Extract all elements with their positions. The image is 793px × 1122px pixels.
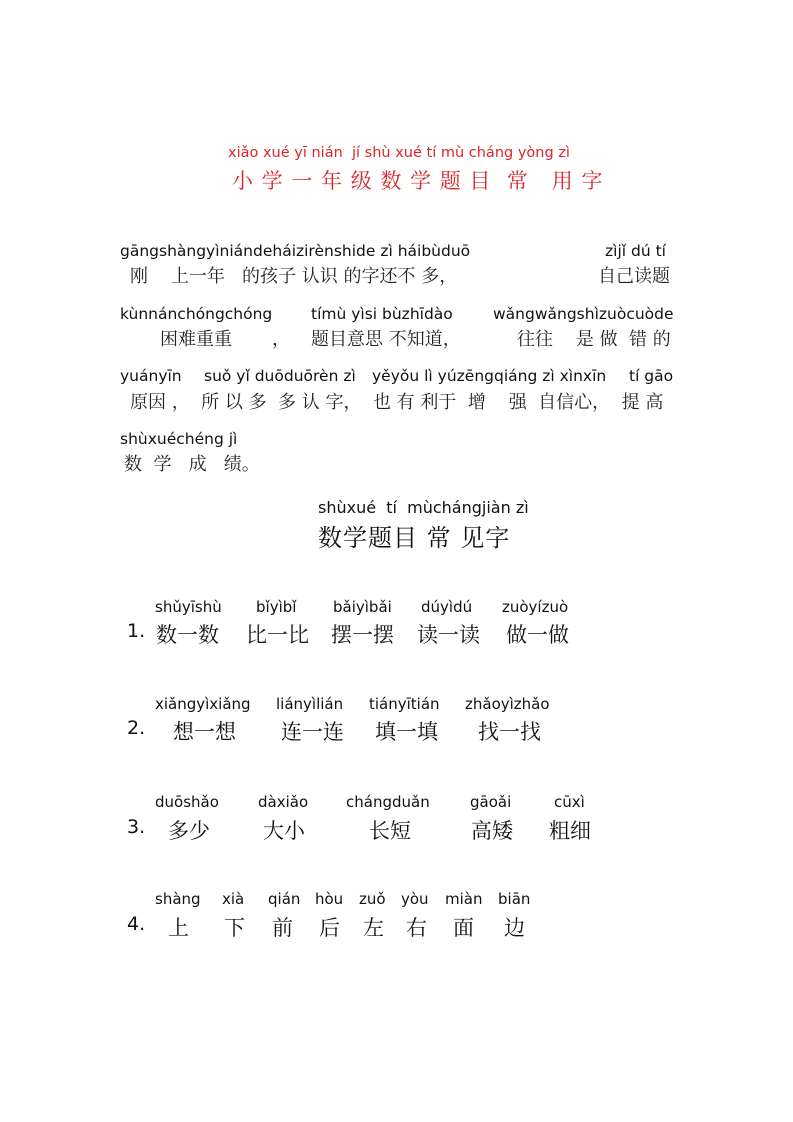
item-word: 左 xyxy=(363,916,384,940)
intro-line2-pinyin-a: kùnnánchóngchóng xyxy=(120,305,273,323)
intro-line3-text: 原因 ， 所 以 多 多 认 字， 也 有 利于 增 强 自信心， 提 高 xyxy=(130,392,664,413)
item-word: 长短 xyxy=(369,819,411,843)
item-word: 填一填 xyxy=(375,720,438,744)
item-pinyin: chángduǎn xyxy=(346,793,430,811)
item-number: 4. xyxy=(127,913,146,935)
intro-line2-text-a: 困难重重 ， xyxy=(160,329,291,350)
item-word: 做一做 xyxy=(506,623,569,647)
item-pinyin: shàng xyxy=(155,890,201,908)
item-pinyin: bǎiyìbǎi xyxy=(333,598,392,616)
item-pinyin: qián xyxy=(268,890,301,908)
item-word: 想一想 xyxy=(173,720,236,744)
subtitle: 数学题目 常 见字 xyxy=(318,524,511,552)
intro-line4-text: 数 学 成 绩。 xyxy=(124,454,260,475)
intro-line1-text-end: 自己读题 xyxy=(598,266,670,287)
intro-line3-pinyin-c: yěyǒu lì yúzēngqiáng zì xìnxīn xyxy=(372,367,607,385)
item-word: 读一读 xyxy=(417,623,480,647)
item-word: 粗细 xyxy=(549,819,591,843)
item-pinyin: yòu xyxy=(401,890,429,908)
title-pinyin: xiǎo xué yī nián jí shù xué tí mù cháng yòng zì xyxy=(228,145,570,161)
intro-line3-pinyin-b: suǒ yǐ duōduōrèn zì xyxy=(204,367,356,385)
item-word: 下 xyxy=(224,916,245,940)
item-word: 连一连 xyxy=(281,720,344,744)
item-word: 面 xyxy=(453,916,474,940)
item-pinyin: xiǎngyìxiǎng xyxy=(155,695,251,713)
intro-line2-text-b: 题目意思 不知道， xyxy=(311,329,461,350)
item-number: 2. xyxy=(127,717,146,739)
item-pinyin: hòu xyxy=(315,890,344,908)
item-pinyin: zuǒ xyxy=(359,890,386,908)
intro-line1-pinyin-end: zìjǐ dú tí xyxy=(605,242,666,260)
item-word: 摆一摆 xyxy=(331,623,394,647)
item-pinyin: miàn xyxy=(445,890,483,908)
intro-line3-pinyin-a: yuányīn xyxy=(120,367,182,385)
item-pinyin: bǐyìbǐ xyxy=(256,598,297,616)
intro-line1-text: 刚 上一年 的孩子 认识 的字还不 多， xyxy=(130,266,458,287)
item-pinyin: shǔyīshù xyxy=(155,598,222,616)
item-pinyin: zhǎoyìzhǎo xyxy=(465,695,550,713)
item-word: 高矮 xyxy=(471,819,513,843)
item-word: 多少 xyxy=(168,819,210,843)
item-pinyin: dúyìdú xyxy=(421,598,473,616)
intro-line2-pinyin-c: wǎngwǎngshìzuòcuòde xyxy=(493,305,674,323)
item-word: 比一比 xyxy=(246,623,309,647)
item-word: 右 xyxy=(406,916,427,940)
item-pinyin: xià xyxy=(222,890,245,908)
item-word: 上 xyxy=(168,916,189,940)
item-pinyin: gāoǎi xyxy=(470,793,512,811)
item-pinyin: tiányītián xyxy=(369,695,440,713)
item-pinyin: biān xyxy=(498,890,531,908)
intro-line3-pinyin-d: tí gāo xyxy=(629,367,674,385)
item-pinyin: duōshǎo xyxy=(155,793,219,811)
item-word: 数一数 xyxy=(156,623,219,647)
item-pinyin: zuòyízuò xyxy=(502,598,569,616)
item-number: 3. xyxy=(127,816,146,838)
item-pinyin: cūxì xyxy=(554,793,585,811)
item-word: 后 xyxy=(319,916,340,940)
item-word: 边 xyxy=(504,916,525,940)
intro-line1-pinyin: gāngshàngyìniándeháizirènshide zì háibùduō xyxy=(120,242,471,260)
page-title: 小 学 一 年 级 数 学 题 目 常 用 字 xyxy=(232,169,604,193)
intro-line2-pinyin-b: tímù yìsi bùzhīdào xyxy=(311,305,453,323)
subtitle-pinyin: shùxué tí mùchángjiàn zì xyxy=(318,498,529,517)
item-word: 找一找 xyxy=(478,720,541,744)
item-word: 前 xyxy=(272,916,293,940)
item-pinyin: dàxiǎo xyxy=(258,793,309,811)
item-number: 1. xyxy=(127,620,146,642)
item-word: 大小 xyxy=(263,819,305,843)
item-pinyin: liányìlián xyxy=(276,695,344,713)
intro-line4-pinyin: shùxuéchéng jì xyxy=(120,430,238,448)
intro-line2-text-c: 往往 是 做 错 的 xyxy=(517,329,671,350)
